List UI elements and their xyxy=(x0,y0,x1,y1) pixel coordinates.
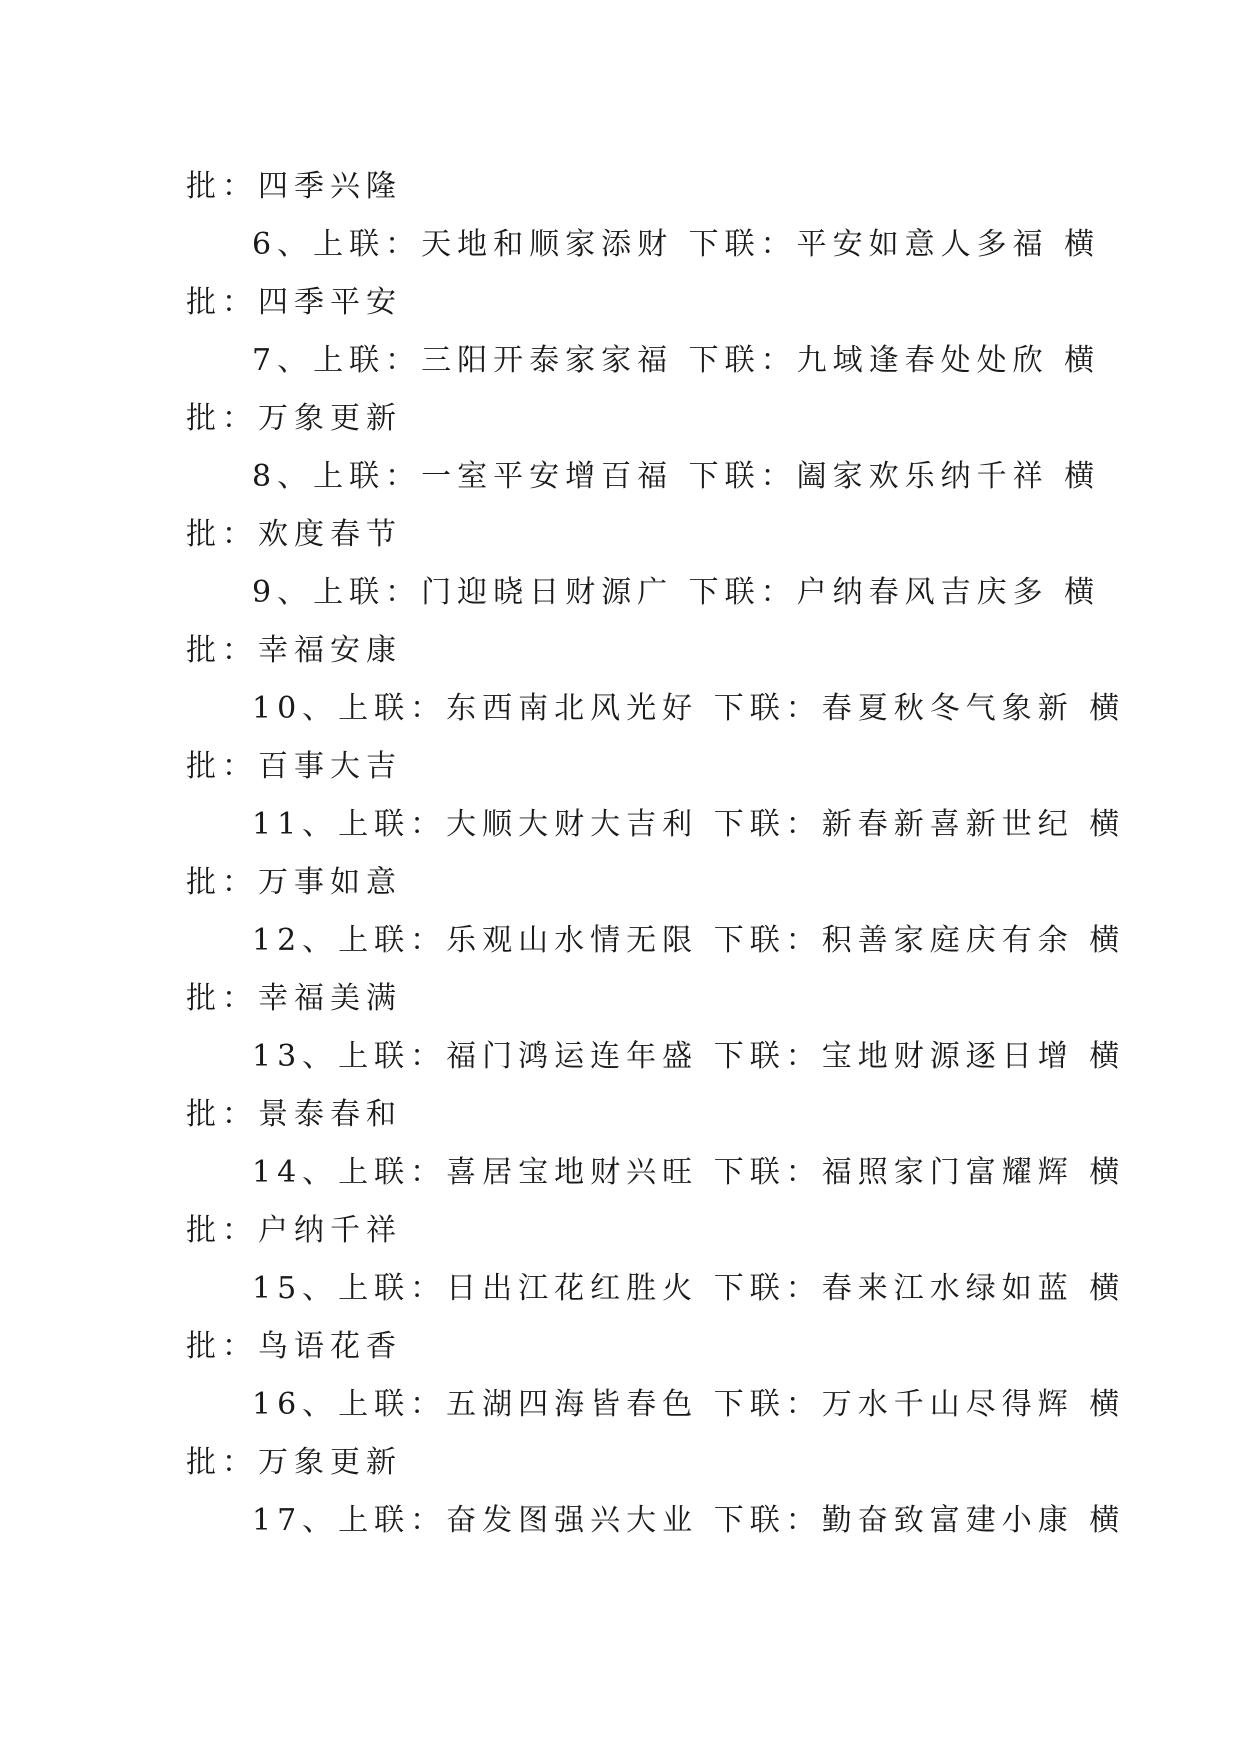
couplet-list xyxy=(0,158,1241,1550)
text-line: 批：景泰春和 xyxy=(186,1097,402,1132)
couplet-item-14: 14、上联：喜居宝地财兴旺 下联：福照家门富耀辉 横 xyxy=(252,1155,1126,1190)
text-line: 批：万事如意 xyxy=(186,865,402,900)
text-line: 批：户纳千祥 xyxy=(186,1213,402,1248)
text-line: 批：欢度春节 xyxy=(186,517,402,552)
couplet-item-10: 10、上联：东西南北风光好 下联：春夏秋冬气象新 横 xyxy=(252,691,1126,726)
couplet-item-6: 6、上联：天地和顺家添财 下联：平安如意人多福 横 xyxy=(252,227,1101,262)
text-line: 批：万象更新 xyxy=(186,401,402,436)
text-line: 批：四季兴隆 xyxy=(186,169,402,204)
text-line: 批：幸福安康 xyxy=(186,633,402,668)
couplet-item-16: 16、上联：五湖四海皆春色 下联：万水千山尽得辉 横 xyxy=(252,1387,1126,1422)
couplet-item-17: 17、上联：奋发图强兴大业 下联：勤奋致富建小康 横 xyxy=(252,1503,1126,1538)
couplet-item-13: 13、上联：福门鸿运连年盛 下联：宝地财源逐日增 横 xyxy=(252,1039,1126,1074)
text-line: 批：鸟语花香 xyxy=(186,1329,402,1364)
couplet-item-11: 11、上联：大顺大财大吉利 下联：新春新喜新世纪 横 xyxy=(252,807,1126,842)
couplet-item-8: 8、上联：一室平安增百福 下联：阖家欢乐纳千祥 横 xyxy=(252,459,1101,494)
text-line: 批：万象更新 xyxy=(186,1445,402,1480)
text-line: 批：百事大吉 xyxy=(186,749,402,784)
couplet-item-15: 15、上联：日出江花红胜火 下联：春来江水绿如蓝 横 xyxy=(252,1271,1126,1306)
text-line: 批：四季平安 xyxy=(186,285,402,320)
couplet-item-9: 9、上联：门迎晓日财源广 下联：户纳春风吉庆多 横 xyxy=(252,575,1101,610)
couplet-item-12: 12、上联：乐观山水情无限 下联：积善家庭庆有余 横 xyxy=(252,923,1126,958)
text-line: 批：幸福美满 xyxy=(186,981,402,1016)
couplet-item-7: 7、上联：三阳开泰家家福 下联：九域逢春处处欣 横 xyxy=(252,343,1101,378)
